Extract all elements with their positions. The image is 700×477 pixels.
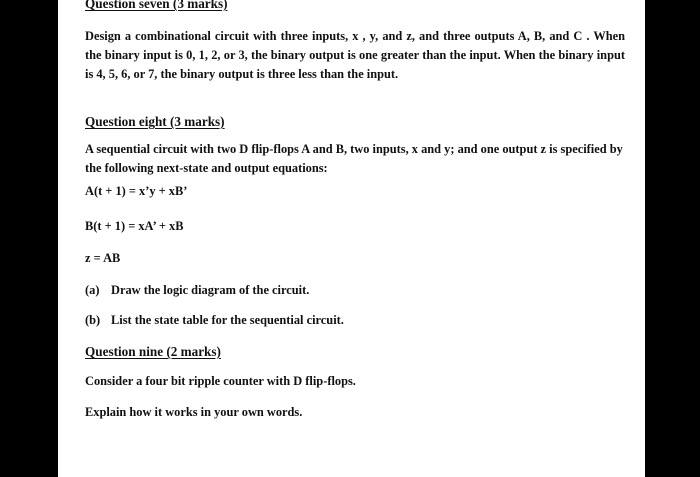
part-b-text: List the state table for the sequential circuit. — [111, 313, 344, 327]
right-black-border — [645, 0, 700, 477]
question-eight-body: A sequential circuit with two D flip-flops A and B, two inputs, x and y; and one output z is specified by the following next-state and output equations: — [85, 142, 623, 175]
equation-a-next-state: A(t + 1) = x’y + xB’ — [85, 184, 188, 198]
question-eight-heading: Question eight (3 marks) — [85, 114, 225, 129]
question-seven-heading: Question seven (3 marks) — [85, 0, 228, 11]
part-a — [85, 281, 625, 300]
part-b-label: (b) — [85, 313, 101, 327]
question-nine-line-1: Consider a four bit ripple counter with D flip-flops. — [85, 374, 356, 388]
question-nine-line-2: Explain how it works in your own words. — [85, 405, 303, 419]
part-a-text: Draw the logic diagram of the circuit. — [111, 283, 310, 297]
document-page — [58, 0, 645, 477]
equation-z-output: z = AB — [85, 251, 121, 265]
part-a-label: (a) — [85, 283, 100, 297]
part-b — [85, 311, 625, 330]
equation-b-next-state: B(t + 1) = xA’ + xB — [85, 219, 184, 233]
question-nine-heading: Question nine (2 marks) — [85, 344, 221, 359]
left-black-border — [0, 0, 58, 477]
question-seven-body: Design a combinational circuit with three inputs, x , y, and z, and three outputs A, B, and C . When the binary input is 0, 1, 2, or 3, the binary output is one greater than the input. When the binary input is 4, 5, 6, or 7, the binary output is three less than the input. — [85, 29, 625, 81]
